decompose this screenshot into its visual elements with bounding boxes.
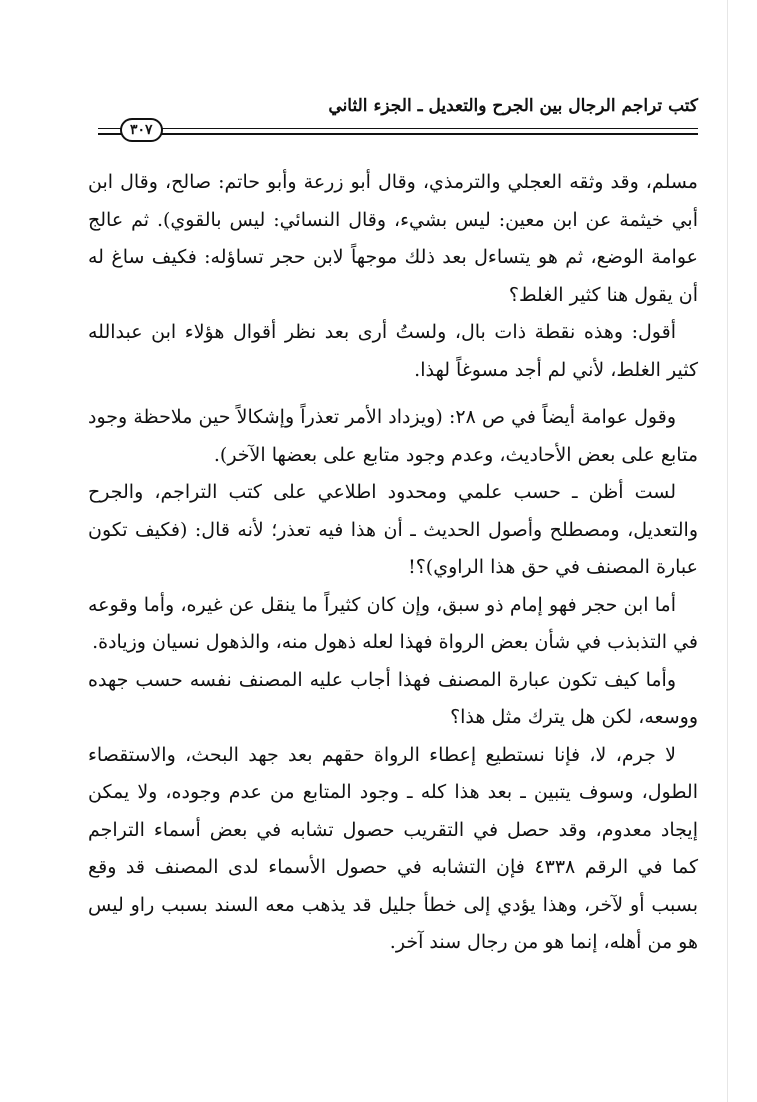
running-title: كتب تراجم الرجال بين الجرح والتعديل ـ الجزء الثاني <box>328 96 698 116</box>
paragraph: لا جرم، لا، فإنا نستطيع إعطاء الرواة حقهم بعد جهد البحث، والاستقصاء الطول، وسوف يتبين ـ بعد هذا كله ـ وجود المتابع من عدم وجوده، ولا يمكن إيجاد معدوم، وقد حصل في التقريب حصول تشابه في بعض أسماء التراجم كما في الرقم ٤٣٣٨ فإن التشابه في حصول الأسماء لدى المصنف قد وقع بسبب أو لآخر، وهذا يؤدي إلى خطأ جليل قد يذهب معه السند بسبب راو ليس هو من أهله، إنما هو من رجال سند آخر. <box>88 743 698 953</box>
header-rule-line-bottom <box>98 133 698 135</box>
paragraph: وأما كيف تكون عبارة المصنف فهذا أجاب عليه المصنف نفسه حسب جهده ووسعه، لكن هل يترك مثل هذا؟ <box>88 668 698 728</box>
header-rule-line-top <box>98 128 698 129</box>
paragraph: وقول عوامة أيضاً في ص ٢٨: (ويزداد الأمر تعذراً وإشكالاً حين ملاحظة وجود متابع على بعض الأحاديث، وعدم وجود متابع على بعضها الآخر). <box>88 406 698 466</box>
paragraph: مسلم، وقد وثقه العجلي والترمذي، وقال أبو زرعة وأبو حاتم: صالح، وقال ابن أبي خيثمة عن ابن معين: ليس بشيء، وقال النسائي: ليس بالقوي). ثم عالج عوامة الوضع، ثم هو يتساءل بعد ذلك موجهاً لابن حجر تساؤله: فكيف ساغ له أن يقول هنا كثير الغلط؟ <box>88 171 698 306</box>
header-rule <box>98 124 698 140</box>
page-edge-line <box>727 0 728 1102</box>
page-header <box>98 96 698 142</box>
page-body <box>88 164 698 962</box>
page-number: ٣٠٧ <box>120 118 163 142</box>
paragraph: أقول: وهذه نقطة ذات بال، ولستُ أرى بعد نظر أقوال هؤلاء ابن عبدالله كثير الغلط، لأني لم أجد مسوغاً لهذا. <box>88 321 698 381</box>
paragraph: أما ابن حجر فهو إمام ذو سبق، وإن كان كثيراً ما ينقل عن غيره، وأما وقوعه في التذبذب في شأن بعض الرواة فهذا لعله ذهول منه، والذهول نسيان وزيادة. <box>88 593 698 653</box>
paragraph: لست أظن ـ حسب علمي ومحدود اطلاعي على كتب التراجم، والجرح والتعديل، ومصطلح وأصول الحديث ـ أن هذا فيه تعذر؛ لأنه قال: (فكيف تكون عبارة المصنف في حق هذا الراوي)؟! <box>88 481 698 578</box>
